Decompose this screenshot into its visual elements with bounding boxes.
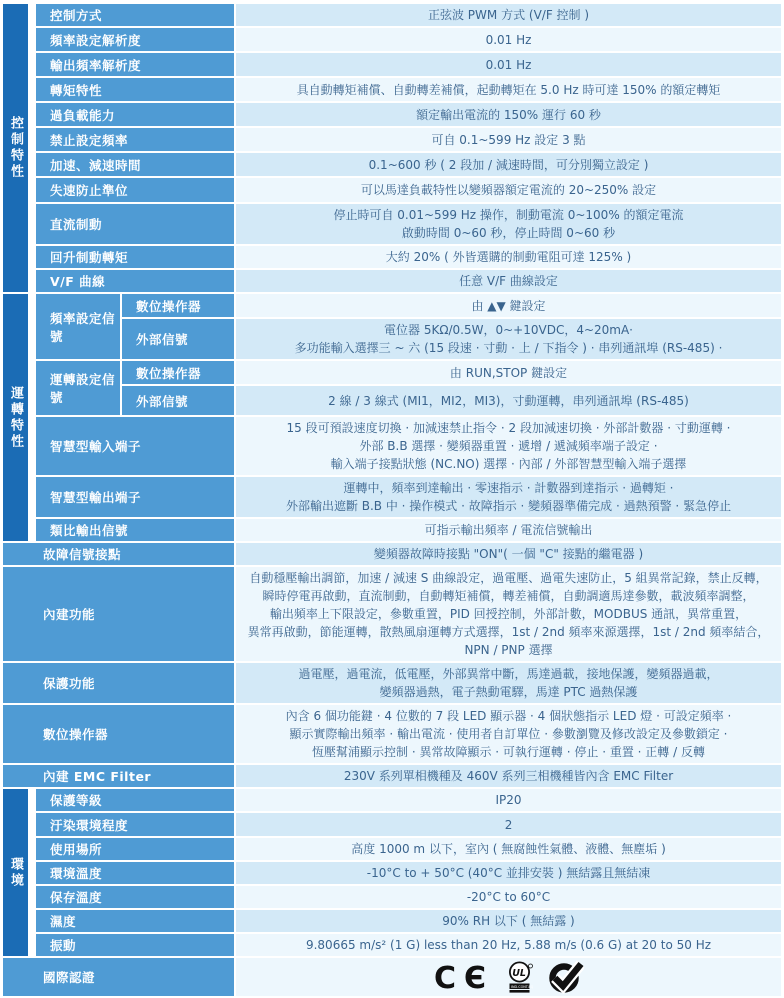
- spec-sublabel-run_digital: 數位操作器: [122, 361, 234, 384]
- spec-value-freq_set_resolution: [236, 28, 781, 51]
- spec-value-line: 正弦波 PWM 方式 (V/F 控制 ): [427, 8, 590, 22]
- spec-label-pollution_degree: 汙染環境程度: [36, 813, 234, 836]
- spec-value-usage_location: [236, 838, 781, 860]
- spec-value-line: 由 RUN,STOP 鍵設定: [449, 365, 568, 380]
- spec-value-line: 15 段可預設速度切換 · 加減速禁止指令 · 2 段加減速切換 · 外部計數器 · 寸動運轉 ·: [286, 421, 731, 435]
- spec-value-line: 變頻器過熱，電子熱動電驛，馬達 PTC 過熱保護: [379, 685, 638, 699]
- spec-value-line: 輸入端子接點狀態 (NC.NO) 選擇 · 內部 / 外部智慧型輸入端子選擇: [330, 457, 687, 471]
- spec-value-line: 電位器 5KΩ/0.5W，0~+10VDC，4~20mA·: [384, 323, 633, 337]
- spec-value-pollution_degree: [236, 813, 781, 836]
- spec-value-line: 2: [504, 817, 513, 832]
- spec-value-line: 運轉中，頻率到達輸出 · 零速指示 · 計數器到達指示 · 過轉矩 ·: [343, 481, 674, 495]
- spec-value-run_external: [236, 386, 781, 415]
- spec-sublabel-freq_digital: 數位操作器: [122, 294, 234, 317]
- spec-value-line: 顯示實際輸出頻率 · 輸出電流 · 使用者自訂單位 · 參數瀏覽及修改設定及參數鎖定 ·: [289, 727, 728, 741]
- spec-value-line: 90% RH 以下 ( 無結露 ): [442, 914, 575, 928]
- ce-mark-icon: [434, 962, 492, 992]
- section-gap: [30, 294, 34, 541]
- svg-text:Є: Є: [463, 962, 486, 992]
- spec-value-stall_prevention: [236, 178, 781, 202]
- spec-value-line: 輸出頻率上下限設定，參數重置，PID 回授控制，外部計數，MODBUS 通訊，異常重置，: [269, 607, 748, 621]
- spec-label-storage_temp: 保存溫度: [36, 886, 234, 908]
- svg-text:IND.CONT.EQ: IND.CONT.EQ: [510, 984, 533, 989]
- spec-label-torque_characteristics: 轉矩特性: [36, 78, 234, 101]
- spec-label-dc_braking: 直流制動: [36, 204, 234, 244]
- spec-value-line: 內含 6 個功能鍵 · 4 位數的 7 段 LED 顯示器 · 4 個狀態指示 LED 燈 · 可設定頻率 ·: [285, 709, 732, 723]
- spec-label-overload_capacity: 過負載能力: [36, 103, 234, 126]
- svg-text:UL: UL: [511, 967, 526, 979]
- svg-text:C: C: [433, 962, 456, 992]
- spec-value-line: IP20: [495, 793, 522, 807]
- spec-value-emc_filter: [236, 765, 781, 787]
- spec-value-line: 0.01 Hz: [485, 57, 532, 72]
- spec-label-accel_decel_time: 加速、減速時間: [36, 153, 234, 176]
- spec-label-certification: 國際認證: [3, 958, 234, 996]
- spec-value-line: 外部 B.B 選擇 · 變頻器重置 · 遞增 / 遞減頻率端子設定 ·: [359, 439, 658, 453]
- spec-value-smart_input: [236, 417, 781, 475]
- spec-sublabel-run_external: 外部信號: [122, 386, 234, 415]
- spec-value-vf_curve: [236, 270, 781, 292]
- spec-value-dc_braking: [236, 204, 781, 244]
- spec-label-output_freq_resolution: 輸出頻率解析度: [36, 53, 234, 76]
- spec-value-line: 變頻器故障時接點 "ON"( 一個 "C" 接點的繼電器 ): [373, 547, 644, 561]
- spec-value-digital_operator: [236, 705, 781, 763]
- spec-value-storage_temp: [236, 886, 781, 908]
- section-run: [3, 294, 28, 541]
- spec-value-line: 額定輸出電流的 150% 運行 60 秒: [416, 107, 601, 122]
- spec-value-fault_contact: [236, 543, 781, 565]
- spec-label-humidity: 濕度: [36, 910, 234, 932]
- spec-value-line: 可以馬達負載特性以變頻器額定電流的 20~250% 設定: [360, 183, 657, 197]
- spec-value-line: 任意 V/F 曲線設定: [459, 274, 558, 288]
- section-control: [3, 4, 28, 292]
- spec-value-builtin_functions: [236, 567, 781, 661]
- spec-label-ambient_temp: 環境溫度: [36, 862, 234, 884]
- spec-value-smart_output: [236, 477, 781, 517]
- section-env: [3, 789, 28, 956]
- spec-value-accel_decel_time: [236, 153, 781, 176]
- spec-sublabel-freq_external: 外部信號: [122, 319, 234, 359]
- spec-value-line: 9.80665 m/s² (1 G) less than 20 Hz, 5.88 m/s (0.6 G) at 20 to 50 Hz: [305, 938, 712, 952]
- spec-value-line: -20°C to 60°C: [466, 890, 551, 904]
- spec-value-torque_characteristics: [236, 78, 781, 101]
- rcm-mark-icon: [549, 960, 584, 994]
- spec-value-line: 0.1~600 秒 ( 2 段加 / 減速時間，可分別獨立設定 ): [368, 157, 649, 172]
- spec-value-line: 230V 系列單相機種及 460V 系列三相機種皆內含 EMC Filter: [343, 769, 674, 783]
- spec-value-line: 由 ▲▼ 鍵設定: [471, 298, 546, 313]
- spec-label-run_signal: 運轉設定信號: [36, 361, 120, 415]
- spec-value-humidity: [236, 910, 781, 932]
- section-gap: [30, 789, 34, 956]
- spec-value-run_digital: [236, 361, 781, 384]
- spec-value-line: 大約 20% ( 外皆選購的制動電阻可達 125% ): [385, 250, 632, 264]
- spec-value-freq_digital: [236, 294, 781, 317]
- spec-value-line: 具自動轉矩補償、自動轉差補償，起動轉矩在 5.0 Hz 時可達 150% 的額定轉矩: [296, 82, 721, 97]
- spec-value-line: 自動穩壓輸出調節，加速 / 減速 S 曲線設定，過電壓、過電失速防止，5 組異常記錄，禁止反轉，: [249, 571, 768, 585]
- spec-value-overload_capacity: [236, 103, 781, 126]
- section-label: 控制特性: [8, 116, 23, 180]
- spec-table: [1, 2, 783, 998]
- spec-label-vibration: 振動: [36, 934, 234, 956]
- spec-value-line: 恆壓幫浦顯示控制 · 異常故障顯示 · 可執行運轉 · 停止 · 重置 · 正轉 / 反轉: [312, 745, 705, 759]
- spec-value-line: 可指示輸出頻率 / 電流信號輸出: [424, 523, 593, 537]
- spec-value-vibration: [236, 934, 781, 956]
- section-label: 運轉特性: [8, 385, 23, 450]
- spec-value-line: 外部輸出遮斷 B.B 中 · 操作模式 · 故障指示 · 變頻器準備完成 · 過熱預警 · 緊急停止: [285, 499, 732, 513]
- spec-label-digital_operator: 數位操作器: [3, 705, 234, 763]
- spec-label-analog_output: 類比輸出信號: [36, 519, 234, 541]
- spec-label-vf_curve: V/F 曲線: [36, 270, 234, 292]
- spec-value-line: 0.01 Hz: [485, 32, 532, 47]
- spec-value-output_freq_resolution: [236, 53, 781, 76]
- ul-mark-icon: [508, 961, 533, 994]
- spec-value-line: 高度 1000 m 以下，室內 ( 無腐蝕性氣體、液體、無塵垢 ): [351, 842, 666, 856]
- spec-value-protection_functions: [236, 663, 781, 703]
- section-label: 環境: [8, 856, 23, 889]
- spec-value-line: 過電壓，過電流，低電壓，外部異常中斷，馬達過載，接地保護，變頻器過載，: [298, 667, 719, 681]
- spec-value-line: 可自 0.1~599 Hz 設定 3 點: [431, 132, 586, 147]
- spec-label-fault_contact: 故障信號接點: [3, 543, 234, 565]
- spec-label-smart_input: 智慧型輸入端子: [36, 417, 234, 475]
- spec-label-freq_jump: 禁止設定頻率: [36, 128, 234, 151]
- spec-label-freq_set_resolution: 頻率設定解析度: [36, 28, 234, 51]
- spec-label-freq_signal: 頻率設定信號: [36, 294, 120, 359]
- spec-value-line: 啟動時間 0~60 秒，停止時間 0~60 秒: [401, 226, 616, 240]
- spec-label-control_method: 控制方式: [36, 4, 234, 26]
- spec-value-line: NPN / PNP 選擇: [464, 643, 553, 657]
- spec-value-freq_jump: [236, 128, 781, 151]
- spec-label-usage_location: 使用場所: [36, 838, 234, 860]
- spec-value-line: 瞬時停電再啟動，直流制動，自動轉矩補償，轉差補償，自動調適馬達參數，載波頻率調整，: [262, 589, 755, 603]
- spec-value-certification: [236, 958, 781, 996]
- spec-label-smart_output: 智慧型輸出端子: [36, 477, 234, 517]
- section-gap: [30, 4, 34, 292]
- certification-logos: [244, 960, 773, 994]
- spec-value-line: 異常再啟動，節能運轉，散熱風扇運轉方式選擇，1st / 2nd 頻率來源選擇，1st / 2nd 頻率結合，: [247, 625, 770, 639]
- spec-value-line: 多功能輸入選擇三 ~ 六 (15 段速 · 寸動 · 上 / 下指令 ) · 串列通訊埠 (RS-485) ·: [294, 341, 723, 355]
- spec-label-protection_functions: 保護功能: [3, 663, 234, 703]
- spec-label-protection_class: 保護等級: [36, 789, 234, 811]
- spec-value-protection_class: [236, 789, 781, 811]
- spec-label-builtin_functions: 內建功能: [3, 567, 234, 661]
- spec-value-line: 2 線 / 3 線式 (MI1，MI2，MI3)，寸動運轉，串列通訊埠 (RS-485): [328, 393, 689, 408]
- spec-label-regen_braking_torque: 回升制動轉矩: [36, 246, 234, 268]
- spec-value-regen_braking_torque: [236, 246, 781, 268]
- spec-value-freq_external: [236, 319, 781, 359]
- spec-label-emc_filter: 內建 EMC Filter: [3, 765, 234, 787]
- spec-value-control_method: [236, 4, 781, 26]
- spec-label-stall_prevention: 失速防止準位: [36, 178, 234, 202]
- spec-value-line: -10°C to + 50°C (40°C 並排安裝 ) 無結露且無結凍: [366, 866, 651, 880]
- spec-value-line: 停止時可自 0.01~599 Hz 操作，制動電流 0~100% 的額定電流: [333, 208, 684, 222]
- spec-value-ambient_temp: [236, 862, 781, 884]
- spec-value-analog_output: [236, 519, 781, 541]
